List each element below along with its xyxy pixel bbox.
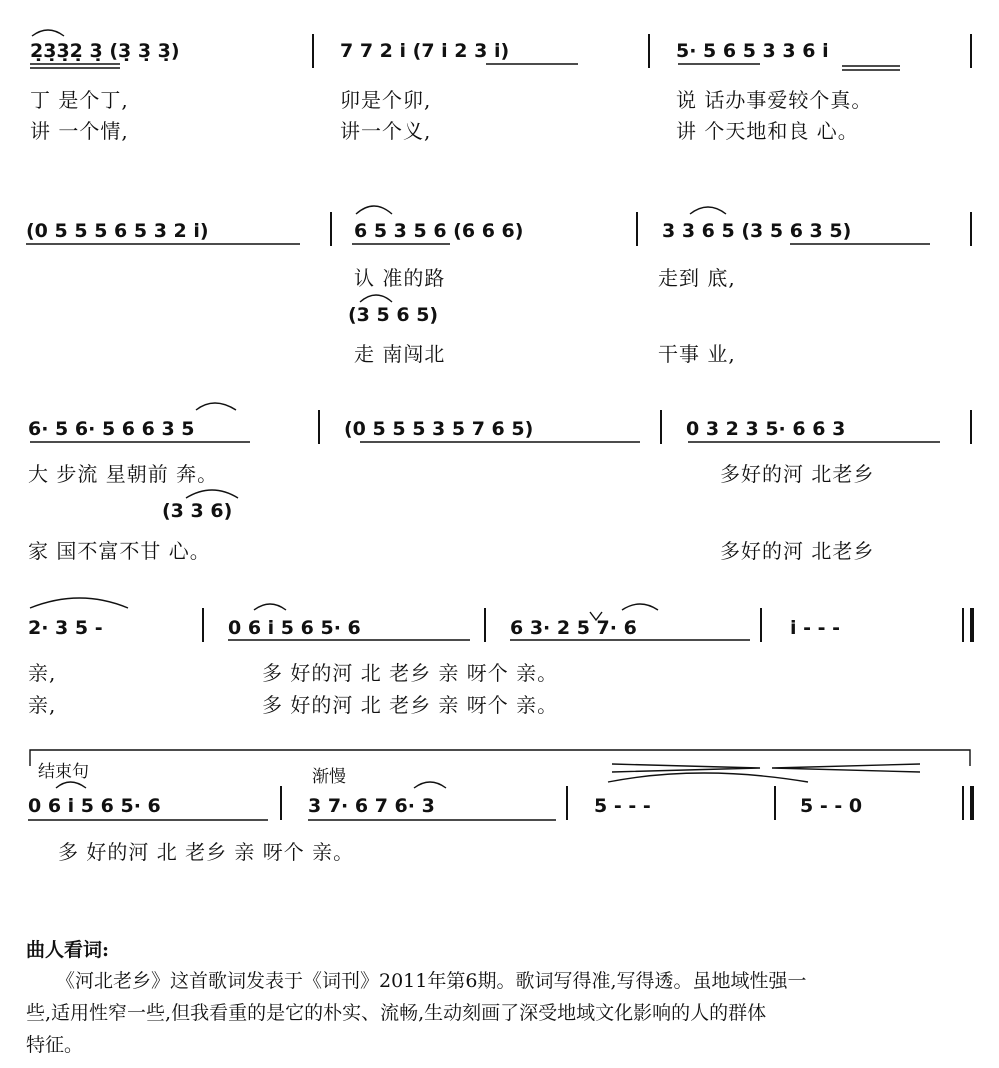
lyric-s4-v1-a: 亲, bbox=[28, 661, 57, 685]
lyric-s1-v2-b: 讲一个义, bbox=[340, 119, 432, 143]
lyric-s3-v2-a: 家 国不富不甘 心。 bbox=[28, 539, 211, 563]
notes-s5-m3: 5 - - - bbox=[594, 795, 651, 817]
notes-s3-m3: 0 3 2 3 5· 6 6 3 bbox=[686, 418, 846, 440]
notes-s4-m3: 6 3· 2 5 7· 6 bbox=[510, 617, 637, 639]
tempo-marking: 渐慢 bbox=[312, 767, 346, 787]
lyric-s4-v2-a: 亲, bbox=[28, 693, 57, 717]
notes-s3-m1: 6· 5 6· 5 6 6 3 5 bbox=[28, 418, 195, 440]
notes-s1-m2: 7 7 2 i (7 i 2 3 i) bbox=[340, 40, 510, 62]
notes-s5-m4: 5 - - 0 bbox=[800, 795, 863, 817]
notes-s5-m1: 0 6 i 5 6 5· 6 bbox=[28, 795, 161, 817]
lyric-s2-v1-a: 认 准的路 bbox=[354, 266, 446, 290]
commentary-line-3: 特征。 bbox=[26, 1034, 84, 1056]
notes-s5-m2: 3 7· 6 7 6· 3 bbox=[308, 795, 435, 817]
lyric-s3-v2-b: 多好的河 北老乡 bbox=[720, 539, 875, 563]
lyric-s4-v2-b: 多 好的河 北 老乡 亲 呀个 亲。 bbox=[262, 693, 559, 717]
notes-s3-alt: (3 3 6) bbox=[162, 500, 233, 522]
lyric-s1-v2-a: 讲 一个情, bbox=[30, 119, 129, 143]
notes-s3-m2: (0 5 5 5 3 5 7 6 5) bbox=[344, 418, 534, 440]
notes-s2-m1: (0 5 5 5 6 5 3 2 i) bbox=[26, 220, 209, 242]
ending-label: 结束句 bbox=[38, 762, 89, 782]
commentary-heading: 曲人看词: bbox=[26, 939, 110, 961]
lyric-s5-v1: 多 好的河 北 老乡 亲 呀个 亲。 bbox=[58, 840, 355, 864]
lyric-s2-v1-b: 走到 底, bbox=[658, 266, 736, 290]
notes-s1-m3: 5· 5 6 5 3 3 6 i bbox=[676, 40, 829, 62]
lyric-s2-v2-a: 走 南闯北 bbox=[354, 342, 446, 366]
notes-s4-m1: 2· 3 5 - bbox=[28, 617, 103, 639]
lyric-s1-v1-a: 丁 是个丁, bbox=[30, 88, 129, 112]
lyric-s3-v1-b: 多好的河 北老乡 bbox=[720, 462, 875, 486]
notes-s2-m2: 6 5 3 5 6 (6 6 6) bbox=[354, 220, 524, 242]
lyric-s3-v1-a: 大 步流 星朝前 奔。 bbox=[28, 462, 219, 486]
notes-s2-m3: 3 3 6 5 (3 5 6 3 5) bbox=[662, 220, 852, 242]
lyric-s1-v1-c: 说 话办事爱较个真。 bbox=[676, 88, 873, 112]
lyric-s1-v2-c: 讲 个天地和良 心。 bbox=[676, 119, 859, 143]
lyric-s4-v1-b: 多 好的河 北 老乡 亲 呀个 亲。 bbox=[262, 661, 559, 685]
lyric-s1-v1-b: 卯是个卯, bbox=[340, 88, 432, 112]
notes-s4-m2: 0 6 i 5 6 5· 6 bbox=[228, 617, 361, 639]
notes-s2-alt: (3 5 6 5) bbox=[348, 304, 439, 326]
notes-s4-m4: i - - - bbox=[790, 617, 841, 639]
notes-s1-m1: 2̣3̣3̣2̣ 3̣ (3̣ 3̣ 3̣) bbox=[30, 40, 180, 62]
commentary-line-1: 《河北老乡》这首歌词发表于《词刊》2011年第6期。歌词写得准,写得透。虽地域性强一 bbox=[56, 970, 807, 992]
lyric-s2-v2-b: 干事 业, bbox=[658, 342, 736, 366]
commentary-line-2: 些,适用性窄一些,但我看重的是它的朴实、流畅,生动刻画了深受地域文化影响的人的群体 bbox=[26, 1002, 767, 1024]
